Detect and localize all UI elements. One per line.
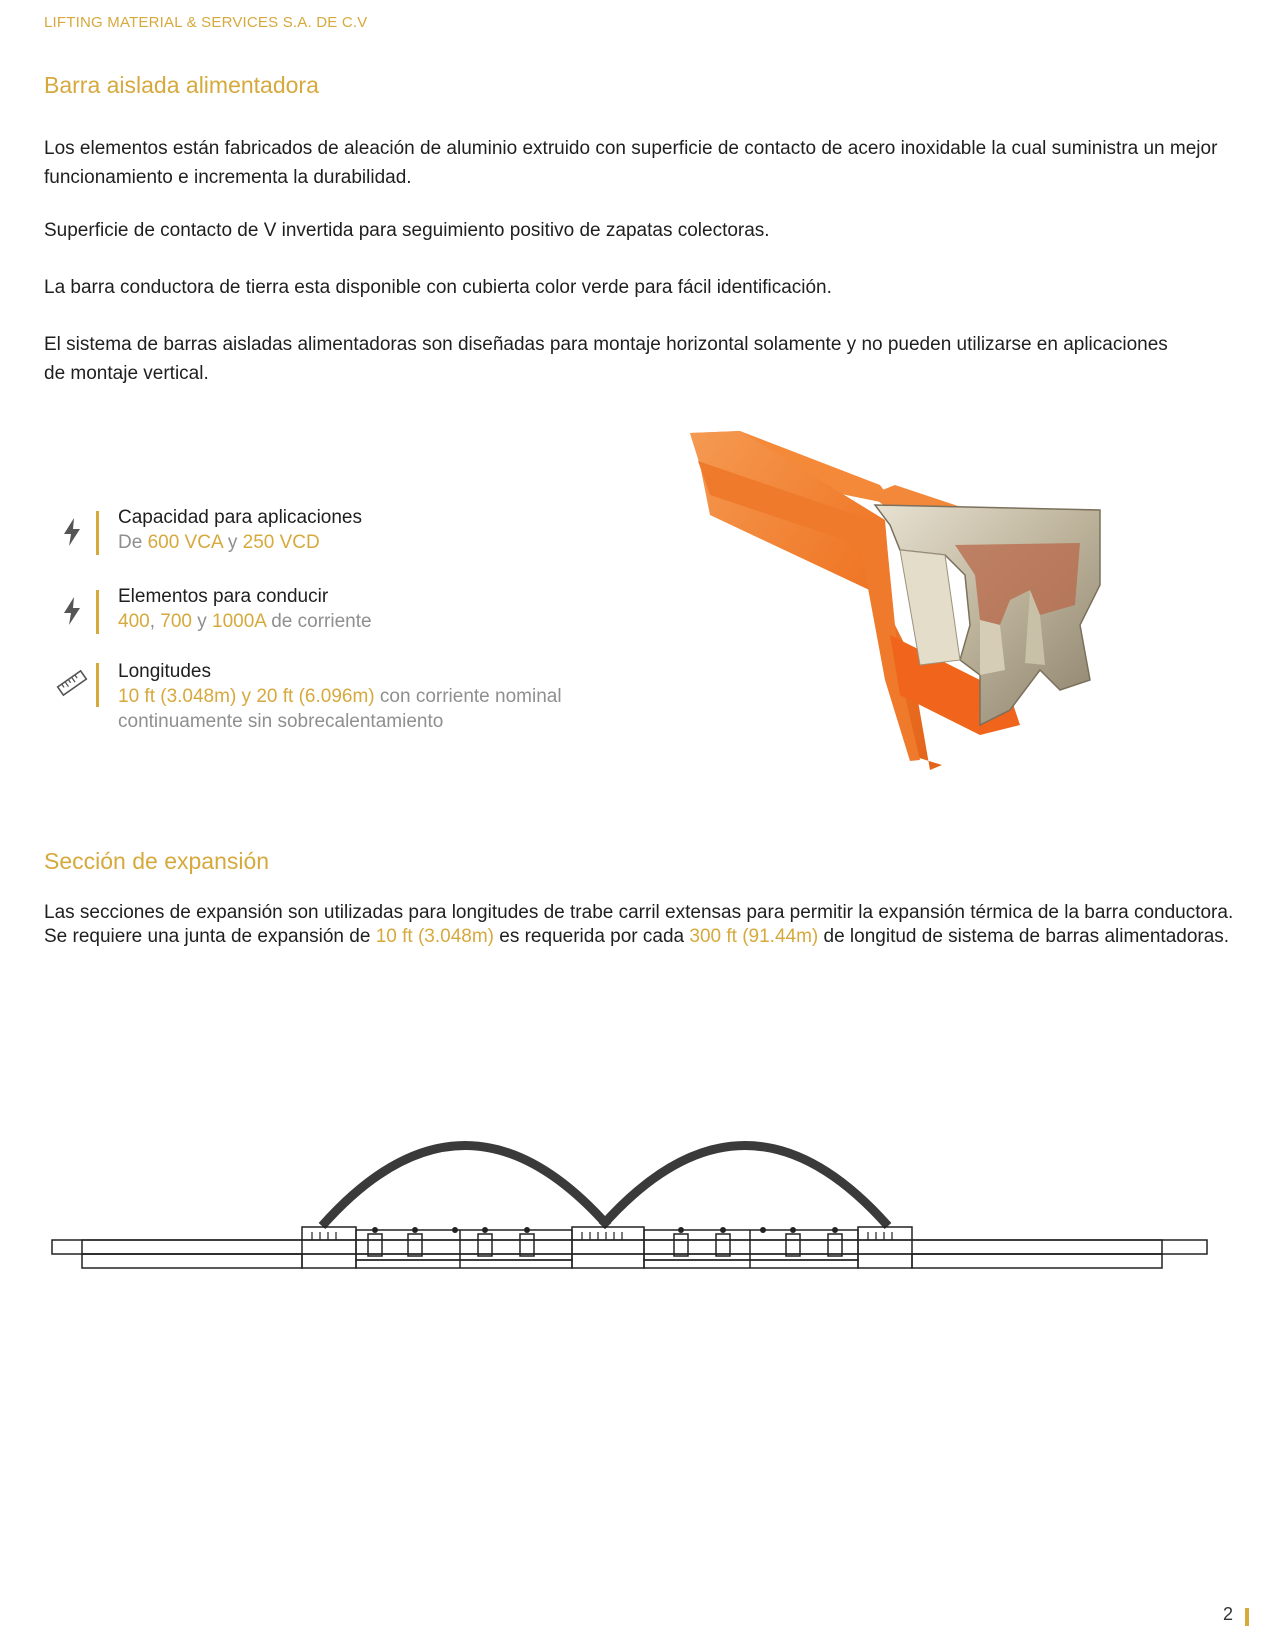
ruler-icon <box>52 667 92 704</box>
feature-title: Longitudes <box>118 661 211 682</box>
page-number-accent <box>1245 1608 1249 1626</box>
feature-detail: De 600 VCA y 250 VCD <box>118 532 320 553</box>
feature-capacidad <box>52 505 652 561</box>
feature-text <box>118 584 372 634</box>
section-title-expansion: Sección de expansión <box>44 848 270 874</box>
paragraph-expansion: Las secciones de expansión son utilizadas para longitudes de trabe carril extensas para permitir la expansión térmica de la barra conductora. Se requiere una junta de expansión de 10 ft (3.048m) es requerida por cada 300 ft (91.44m) de longitud de sistema de barras alimentadoras. <box>44 902 1234 947</box>
accent-bar <box>96 590 99 634</box>
expansion-diagram <box>50 1120 1210 1270</box>
accent-bar <box>96 663 99 707</box>
page-number: 2 <box>1222 1604 1233 1624</box>
feature-text <box>118 659 608 734</box>
paragraph-1: Los elementos están fabricados de aleación de aluminio extruido con superficie de contacto de acero inoxidable la cual suministra un mejor funcionamiento e incrementa la durabilidad. <box>44 138 1218 188</box>
paragraph-2: Superficie de contacto de V invertida para seguimiento positivo de zapatas colectoras. <box>44 220 770 241</box>
feature-title: Capacidad para aplicaciones <box>118 507 362 528</box>
feature-detail: 10 ft (3.048m) y 20 ft (6.096m) con corriente nominal continuamente sin sobrecalentamiento <box>118 686 562 732</box>
lightning-icon <box>52 517 92 552</box>
feature-title: Elementos para conducir <box>118 586 329 607</box>
feature-detail: 400, 700 y 1000A de corriente <box>118 611 372 632</box>
company-header: LIFTING MATERIAL & SERVICES S.A. DE C.V <box>44 14 368 31</box>
lightning-icon <box>52 596 92 631</box>
accent-bar <box>96 511 99 555</box>
section-title-barra: Barra aislada alimentadora <box>44 72 319 98</box>
paragraph-4: El sistema de barras aisladas alimentadoras son diseñadas para montaje horizontal solamente y no pueden utilizarse en aplicaciones de montaje vertical. <box>44 334 1168 384</box>
feature-text <box>118 505 362 555</box>
feature-longitudes <box>52 659 652 739</box>
paragraph-3: La barra conductora de tierra esta disponible con cubierta color verde para fácil identificación. <box>44 277 832 298</box>
feature-elementos <box>52 584 652 640</box>
conductor-bar-image <box>680 425 1150 795</box>
